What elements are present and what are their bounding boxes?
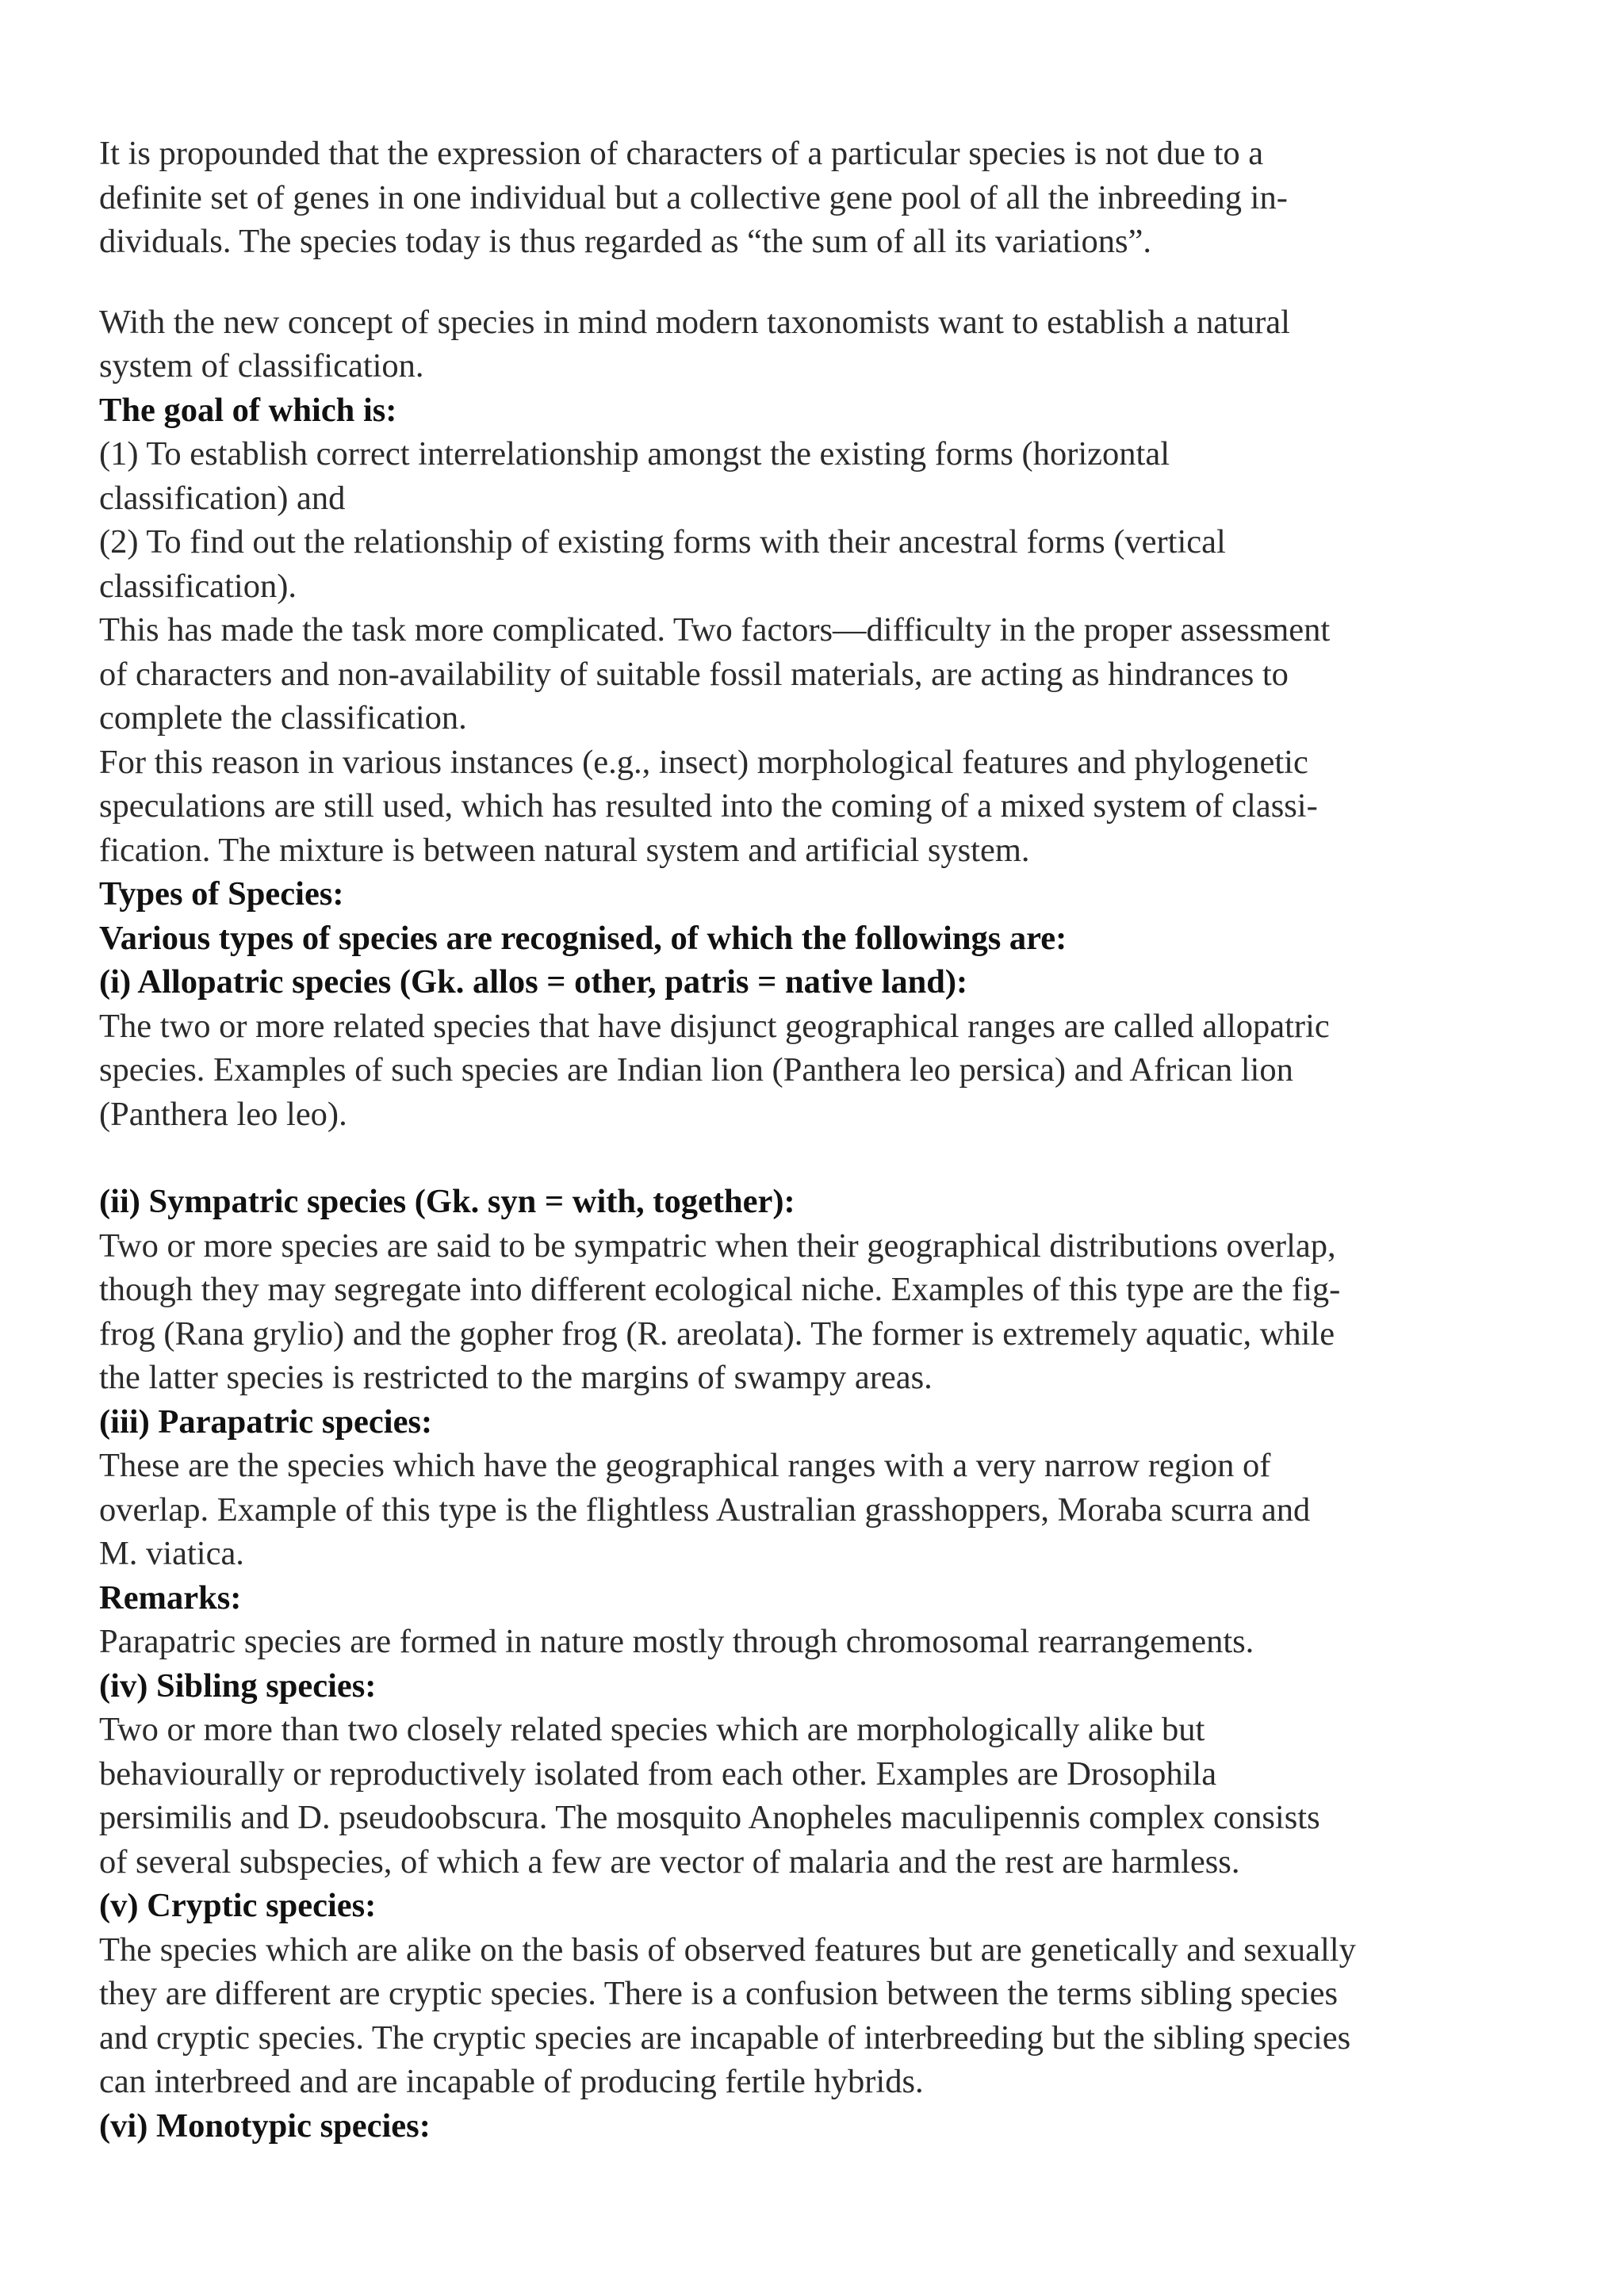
text-line: frog (Rana grylio) and the gopher frog (R. areolata). The former is extremely aquatic, while	[99, 1314, 1335, 1353]
text-line: classification).	[99, 567, 297, 605]
monotypic-heading: (vi) Monotypic species:	[99, 2107, 431, 2145]
text-line: of several subspecies, of which a few are vector of malaria and the rest are harmless.	[99, 1843, 1240, 1881]
text-line: (Panthera leo leo).	[99, 1095, 347, 1133]
cryptic-heading: (v) Cryptic species:	[99, 1887, 377, 1924]
text-line: For this reason in various instances (e.g., insect) morphological features and phylogenetic	[99, 743, 1308, 781]
text-line: speculations are still used, which has resulted into the coming of a mixed system of classi-	[99, 787, 1318, 825]
concept-paragraph	[99, 300, 1529, 388]
types-intro: Various types of species are recognised, of which the followings are:	[99, 919, 1067, 957]
text-line: can interbreed and are incapable of producing fertile hybrids.	[99, 2063, 924, 2100]
text-line: complete the classification.	[99, 699, 467, 737]
text-line: species. Examples of such species are Indian lion (Panthera leo persica) and African lion	[99, 1051, 1293, 1089]
text-line: This has made the task more complicated. Two factors—difficulty in the proper assessment	[99, 611, 1331, 649]
text-line: definite set of genes in one individual but a collective gene pool of all the inbreeding in-	[99, 178, 1288, 216]
paragraph-gap	[99, 1136, 1529, 1180]
text-line: dividuals. The species today is thus regarded as “the sum of all its variations”.	[99, 223, 1152, 260]
text-line: persimilis and D. pseudoobscura. The mosquito Anopheles maculipennis complex consists	[99, 1799, 1320, 1836]
goal-section	[99, 388, 1529, 609]
text-line: M. viatica.	[99, 1535, 244, 1572]
text-line: These are the species which have the geographical ranges with a very narrow region of	[99, 1447, 1271, 1484]
text-line: and cryptic species. The cryptic species are incapable of interbreeding but the sibling species	[99, 2019, 1351, 2057]
text-line: system of classification.	[99, 347, 424, 385]
text-line: the latter species is restricted to the margins of swampy areas.	[99, 1359, 933, 1396]
parapatric-heading: (iii) Parapatric species:	[99, 1402, 433, 1441]
remarks-heading: Remarks:	[99, 1578, 242, 1617]
paragraph-gap	[99, 264, 1529, 300]
sympatric-section	[99, 1180, 1529, 2148]
text-line: Parapatric species are formed in nature mostly through chromosomal rearrangements.	[99, 1623, 1254, 1660]
text-line: overlap. Example of this type is the flightless Australian grasshoppers, Moraba scurra and	[99, 1490, 1311, 1529]
text-line: (2) To find out the relationship of existing forms with their ancestral forms (vertical	[99, 523, 1226, 561]
intro-paragraph	[99, 132, 1529, 264]
text-line: The species which are alike on the basis of observed features but are genetically and sexually	[99, 1931, 1356, 1969]
sibling-heading: (iv) Sibling species:	[99, 1667, 377, 1705]
text-line: behaviourally or reproductively isolated from each other. Examples are Drosophila	[99, 1755, 1217, 1793]
types-heading: Types of Species:	[99, 875, 344, 913]
text-line: (1) To establish correct interrelationship amongst the existing forms (horizontal	[99, 435, 1170, 473]
allopatric-heading: (i) Allopatric species (Gk. allos = other, patris = native land):	[99, 963, 968, 1001]
text-line: The two or more related species that have disjunct geographical ranges are called allopatric	[99, 1007, 1330, 1045]
text-line: they are different are cryptic species. There is a confusion between the terms sibling species	[99, 1975, 1339, 2012]
text-line: classification) and	[99, 479, 346, 517]
text-line: It is propounded that the expression of characters of a particular species is not due to a	[99, 135, 1264, 172]
goal-heading: The goal of which is:	[99, 391, 397, 429]
text-line: fication. The mixture is between natural system and artificial system.	[99, 831, 1030, 869]
text-line: With the new concept of species in mind modern taxonomists want to establish a natural	[99, 303, 1290, 341]
text-line: of characters and non-availability of suitable fossil materials, are acting as hindrances to	[99, 655, 1289, 693]
types-section	[99, 872, 1529, 1136]
text-line: Two or more than two closely related species which are morphologically alike but	[99, 1711, 1205, 1748]
text-line: though they may segregate into different ecological niche. Examples of this type are the fig-	[99, 1271, 1341, 1308]
sympatric-heading: (ii) Sympatric species (Gk. syn = with, together):	[99, 1183, 795, 1220]
text-line: Two or more species are said to be sympatric when their geographical distributions overlap,	[99, 1226, 1336, 1265]
complication-paragraph	[99, 608, 1529, 872]
